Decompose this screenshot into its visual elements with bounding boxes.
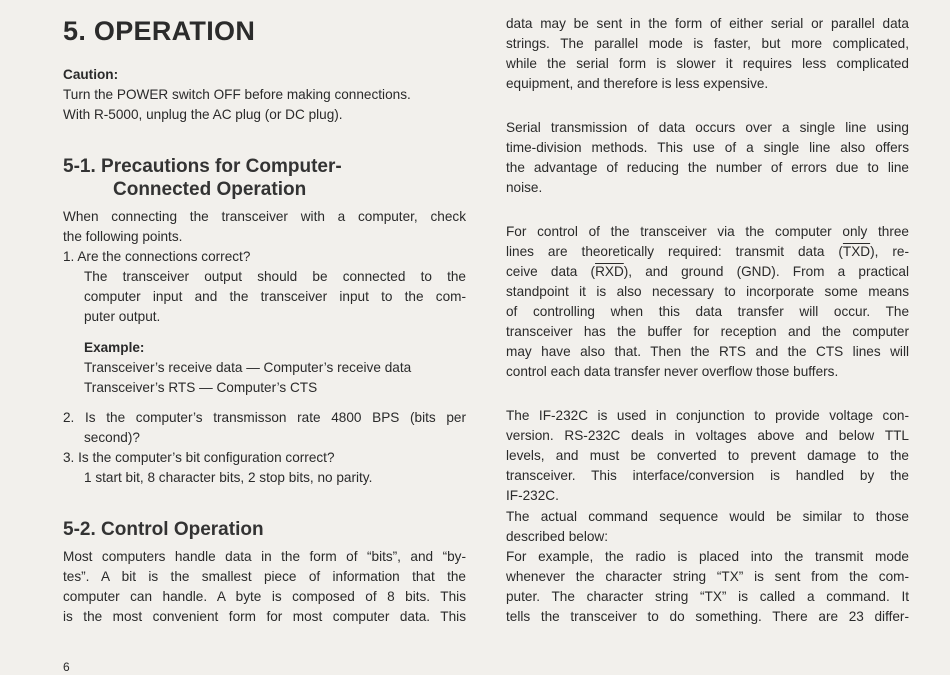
paragraph-line: strings. The parallel mode is faster, but more complicated, (506, 36, 909, 51)
paragraph-line: the following points. (63, 229, 183, 244)
paragraph-line: For control of the transceiver via the computer only three (506, 224, 909, 239)
section-heading: 5-1. Precautions for Computer- (63, 156, 342, 177)
paragraph-line: whenever the character string “TX” is sent from the com- (506, 569, 909, 584)
page-title: 5. OPERATION (63, 16, 256, 46)
paragraph-line: When connecting the transceiver with a computer, check (63, 209, 466, 224)
paragraph-line: tells the transceiver to do something. There are 23 differ- (506, 609, 909, 624)
paragraph-line: The actual command sequence would be similar to those (506, 509, 909, 524)
paragraph-line: of controlling when this data transfer will occur. The (506, 304, 909, 319)
txd-signal: $\overline{TXD}$ (842, 244, 871, 259)
paragraph-line: time-division methods. This use of a single line also offers (506, 140, 909, 155)
paragraph-line: the advantage of reducing the number of errors due to line (506, 160, 909, 175)
example-line: Transceiver’s RTS — Computer’s CTS (84, 380, 318, 395)
paragraph-line: second)? (84, 430, 140, 445)
paragraph-line: version. RS-232C deals in voltages above and below TTL (506, 428, 909, 443)
paragraph-line: lines are theoretically required: transmit data $(\overline{TXD})$, re- (506, 244, 909, 259)
paragraph-line: Most computers handle data in the form of “bits”, and “by- (63, 549, 466, 564)
checklist-item: 3. Is the computer’s bit configuration correct? (63, 450, 335, 465)
paragraph-line: computer input and the transceiver input to the com- (84, 289, 466, 304)
paragraph-line: For example, the radio is placed into the transmit mode (506, 549, 909, 564)
paragraph-line: 1 start bit, 8 character bits, 2 stop bits, no parity. (84, 470, 373, 485)
paragraph-line: may have also that. Then the RTS and the CTS lines will (506, 344, 909, 359)
paragraph-line: puter output. (84, 309, 161, 324)
caution-label: Caution: (63, 67, 119, 82)
paragraph-line: transceiver has the buffer for reception and the computer (506, 324, 909, 339)
page-number: 6 (63, 660, 70, 674)
caution-line: Turn the POWER switch OFF before making connections. (63, 87, 411, 102)
paragraph-line: equipment, and therefore is less expensive. (506, 76, 769, 91)
paragraph-line: described below: (506, 529, 609, 544)
rxd-signal: $\overline{RXD}$ (595, 264, 624, 279)
paragraph-line: puter. The character string “TX” is called a command. It (506, 589, 909, 604)
paragraph-line: The IF-232C is used in conjunction to provide voltage con- (506, 408, 909, 423)
paragraph-line: computer can handle. A byte is composed of 8 bits. This (63, 589, 466, 604)
paragraph-line: transceiver. This interface/conversion is handled by the (506, 468, 909, 483)
paragraph-line: standpoint it is also necessary to incorporate some means (506, 284, 909, 299)
paragraph-line: ceive data $(\overline{RXD})$, and ground (GND). From a practical (506, 264, 910, 279)
paragraph-line: The transceiver output should be connected to the (84, 269, 466, 284)
paragraph-line: IF-232C. (506, 488, 559, 503)
paragraph-line: while the serial form is slower it requires less complicated (506, 56, 909, 71)
paragraph-line: is the most convenient form for most computer data. This (63, 609, 466, 624)
section-heading: Connected Operation (113, 179, 307, 200)
checklist-item: 2. Is the computer’s transmisson rate 4800 BPS (bits per (63, 410, 466, 425)
paragraph-line: tes”. A bit is the smallest piece of information that the (63, 569, 466, 584)
checklist-item: 1. Are the connections correct? (63, 249, 251, 264)
paragraph-line: data may be sent in the form of either serial or parallel data (506, 16, 909, 31)
caution-line: With R-5000, unplug the AC plug (or DC plug). (63, 107, 343, 122)
paragraph-line: control each data transfer never overflow those buffers. (506, 364, 839, 379)
paragraph-line: levels, and must be converted to prevent damage to the (506, 448, 909, 463)
paragraph-line: Serial transmission of data occurs over a single line using (506, 120, 909, 135)
paragraph-line: noise. (506, 180, 543, 195)
section-heading: 5-2. Control Operation (63, 519, 264, 540)
example-label: Example: (84, 340, 145, 355)
example-line: Transceiver’s receive data — Computer’s receive data (84, 360, 412, 375)
